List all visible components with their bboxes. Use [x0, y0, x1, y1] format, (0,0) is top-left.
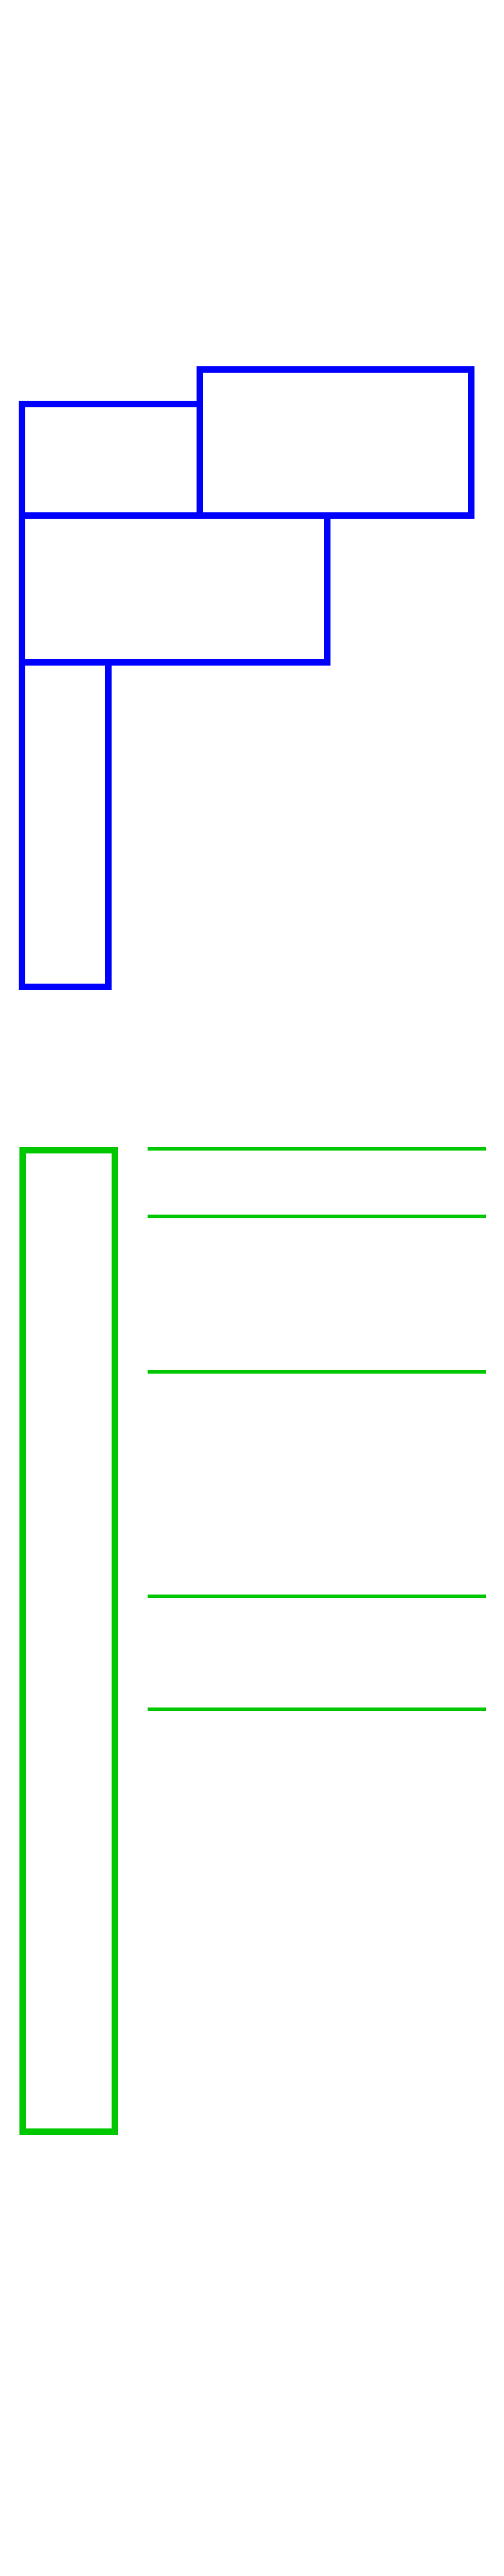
section-divider — [148, 1370, 486, 1374]
section-divider — [148, 1215, 486, 1218]
logo-box-year — [19, 401, 203, 519]
section-divider — [148, 1707, 486, 1711]
green-decorative-box — [19, 1147, 118, 2135]
logo-box-stub — [19, 659, 112, 990]
top-asterisk-pattern — [0, 0, 504, 345]
logo-box-title-bottom — [19, 512, 330, 666]
section-divider — [148, 1147, 486, 1151]
logo-box-title-top — [197, 366, 474, 519]
section-divider — [148, 1595, 486, 1598]
